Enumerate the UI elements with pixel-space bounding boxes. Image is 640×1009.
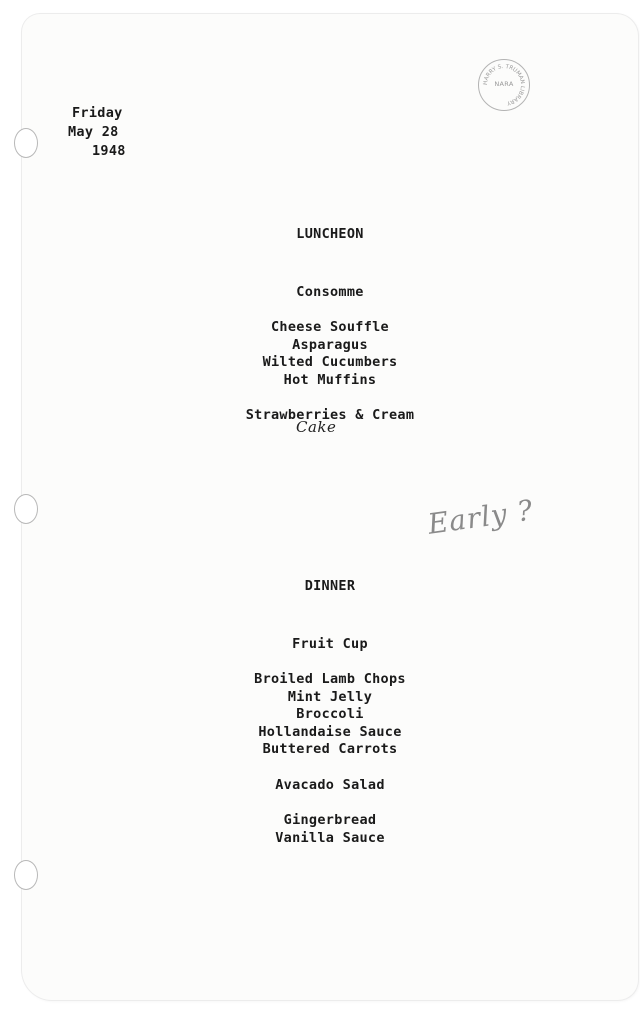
dinner-group-salad (0, 777, 640, 795)
menu-item: Broccoli (296, 706, 364, 722)
handwritten-cake-note: Cake (296, 418, 337, 436)
dinner-group-starter (0, 636, 640, 654)
menu-item: Consomme (296, 283, 364, 300)
luncheon-group-soup (0, 284, 640, 302)
date-month-day: May 28 (68, 124, 119, 140)
date-day: Friday (72, 105, 123, 121)
punch-hole (14, 860, 38, 890)
punch-hole (14, 494, 38, 524)
menu-item: Fruit Cup (292, 635, 368, 652)
document-page (22, 14, 638, 1000)
archive-stamp (478, 59, 530, 111)
menu-item: Hot Muffins (283, 371, 377, 388)
menu-item: Broiled Lamb Chops (254, 671, 406, 687)
menu-item: Asparagus (292, 336, 368, 353)
stamp-center-text: NARA (494, 80, 514, 88)
dinner-section (0, 578, 640, 847)
dinner-group-main (0, 671, 640, 759)
luncheon-heading: LUNCHEON (296, 226, 364, 242)
menu-item: Gingerbread (283, 812, 377, 828)
menu-item: Wilted Cucumbers (262, 354, 398, 370)
luncheon-section (0, 226, 640, 425)
punch-hole (14, 128, 38, 158)
dinner-heading: DINNER (304, 578, 356, 594)
menu-item: Mint Jelly (287, 688, 373, 705)
menu-item: Vanilla Sauce (275, 829, 385, 846)
luncheon-group-main (0, 319, 640, 389)
handwritten-margin-note: Early ? (425, 493, 536, 541)
menu-item: Buttered Carrots (262, 741, 398, 757)
menu-item: Hollandaise Sauce (258, 723, 402, 740)
date-year: 1948 (92, 143, 126, 159)
menu-item: Strawberries & Cream (245, 407, 415, 423)
date-block (56, 104, 126, 161)
dinner-group-dessert (0, 812, 640, 847)
menu-item: Avacado Salad (275, 776, 385, 793)
menu-item: Cheese Souffle (271, 319, 389, 335)
stamp-text: HARRY S. TRUMAN LIBRARY (482, 63, 526, 106)
